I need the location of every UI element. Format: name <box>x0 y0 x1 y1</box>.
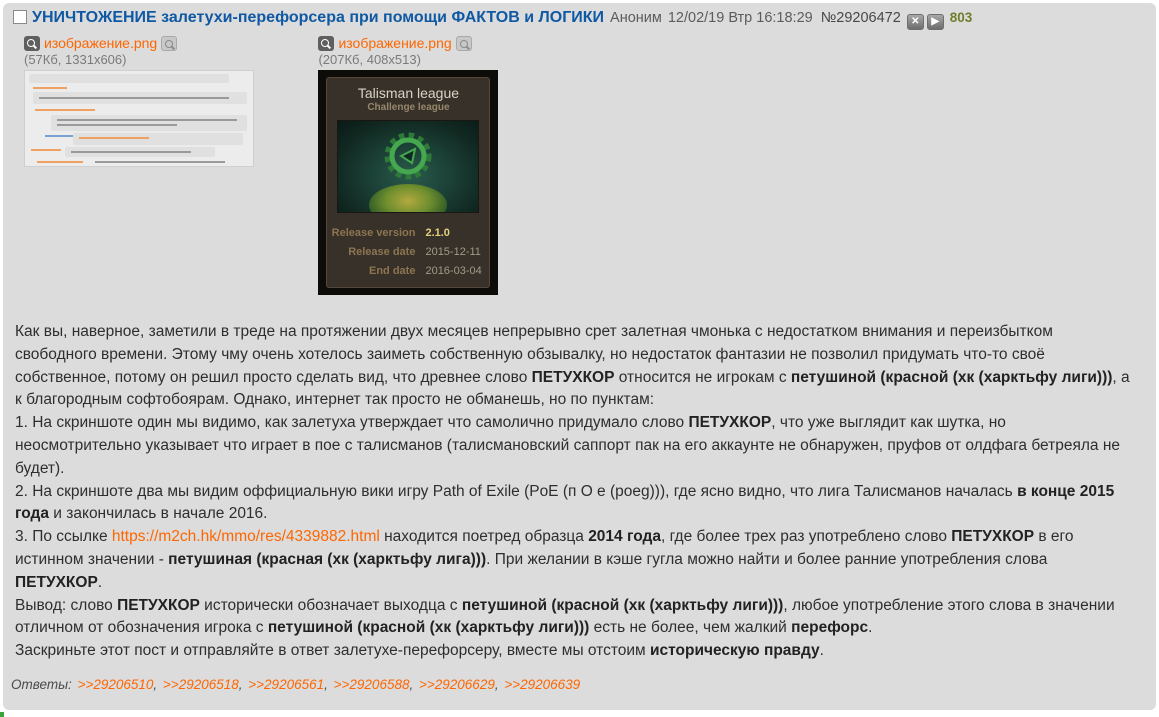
body-bold-text: ПЕТУХКОР <box>951 528 1035 546</box>
body-bold-text: ПЕТУХКОР <box>531 368 615 386</box>
reply-link[interactable]: >>29206629 <box>419 676 495 692</box>
attachment-filename[interactable]: изображение.png <box>44 35 158 51</box>
talisman-title: Talisman league <box>357 85 460 101</box>
post-number-link[interactable]: №29206472 <box>820 10 901 26</box>
body-text: исторически обозначает выходца с <box>199 596 462 614</box>
body-bold-text: петушиной (красной (хк (харктьфу лиги))) <box>267 619 590 637</box>
body-text: , где более трех раз употреблено слово <box>660 528 952 546</box>
reply-link[interactable]: >>29206518 <box>162 676 239 692</box>
body-text: , что уже выглядит как шутка, но неосмотрительно указывает что играет в пое с талисманов (талисмановский саппорт пак на его аккаунте не обнаружен, пруфов от олдфага бетреяла не будет). <box>15 414 1121 477</box>
post-title: УНИЧТОЖЕНИЕ залетухи-перефорсера при помощи ФАКТОВ и ЛОГИКИ <box>32 9 605 26</box>
post-select-checkbox[interactable] <box>13 10 27 24</box>
replies-row <box>11 677 1136 692</box>
body-bold-text: петушиной (красной (хк (харктьфу лиги))) <box>790 368 1113 386</box>
body-text: в его истинном значении - <box>15 528 1074 568</box>
body-text: Заскриньте этот пост и отправляйте в ответ залетухе-перефорсеру, вместе мы отстоим <box>15 642 651 660</box>
body-text: . <box>819 642 824 660</box>
body-bold-text: ПЕТУХКОР <box>688 414 772 432</box>
search-image-icon[interactable] <box>318 36 334 51</box>
reply-link[interactable]: >>29206639 <box>504 676 581 692</box>
body-text: 1. На скриншоте один мы видимо, как залетуха утверждает что самолично придумало слово <box>15 414 689 432</box>
talisman-row-value: 2.1.0 <box>425 227 450 239</box>
talisman-row-label: Release version <box>331 227 416 239</box>
body-bold-text: ПЕТУХКОР <box>15 573 98 591</box>
body-bold-text: ПЕТУХКОР <box>117 596 200 614</box>
body-text: есть не более, чем жалкий <box>589 619 792 637</box>
thumbnail-forum-screenshot[interactable] <box>24 70 254 167</box>
reply-link[interactable]: >>29206588 <box>333 676 410 692</box>
talisman-row-label: Release date <box>348 246 416 258</box>
talisman-info-rows <box>327 224 489 281</box>
search-image-alt-icon[interactable] <box>456 36 472 51</box>
talisman-row-label: End date <box>369 265 416 277</box>
body-bold-text: петушиной (красной (хк (харктьфу лиги))) <box>461 596 784 614</box>
reply-link[interactable]: >>29206510 <box>77 676 154 692</box>
replies-links: >>29206510, >>29206518, >>29206561, >>29206588, >>29206629, >>29206639 <box>77 676 581 692</box>
body-text: , любое употребление этого слова в значении отличном от обозначения игрока с <box>15 596 1115 637</box>
talisman-subtitle: Challenge league <box>367 102 450 113</box>
body-bold-text: в конце 2015 года <box>15 482 1115 523</box>
attachment-2 <box>318 35 498 295</box>
attachment-filename[interactable]: изображение.png <box>338 35 452 51</box>
thumbnail-talisman-league[interactable] <box>318 70 498 295</box>
body-bold-text: перефорс <box>791 619 869 637</box>
gear-emblem-icon <box>379 127 437 185</box>
talisman-artwork <box>337 120 479 213</box>
attachments-row <box>24 35 1136 295</box>
replies-label: Ответы: <box>11 676 72 692</box>
body-text: 2. На скриншоте два мы видим оффициальную вики игру Path of Exile (PoE (п О е (poeg))), где ясно видно, что лига Талисманов началась <box>15 482 1018 500</box>
attachment-filesize: (57Кб, 1331x606) <box>24 52 127 67</box>
body-bold-text: петушиная (красная (хк (харктьфу лига))) <box>168 550 487 568</box>
search-image-alt-icon[interactable] <box>161 36 177 51</box>
body-text: Вывод: слово <box>15 596 118 614</box>
talisman-row-value: 2016-03-04 <box>425 265 482 277</box>
body-bold-text: историческую правду <box>650 642 820 660</box>
body-text: , а к благородным софтобоярам. Однако, интернет так просто не обманешь, но по пунктам: <box>15 368 1130 409</box>
attachment-filesize: (207Кб, 408x513) <box>318 52 421 67</box>
post-author: Аноним <box>610 10 662 26</box>
body-text: относится не игрокам с <box>614 368 791 386</box>
next-element-edge <box>0 712 4 717</box>
expand-thread-button[interactable]: ▶ <box>927 14 944 30</box>
post-header <box>11 7 1136 30</box>
post-body <box>15 321 1130 663</box>
search-image-icon[interactable] <box>24 36 40 51</box>
body-text: . <box>97 573 103 591</box>
body-text: находится поетред образца <box>379 528 589 546</box>
body-text: и закончилась в начале 2016. <box>48 505 268 523</box>
thread-posts-count: 803 <box>949 10 973 25</box>
body-text: 3. По ссылке <box>15 528 112 546</box>
talisman-card <box>326 77 490 288</box>
body-text: Как вы, наверное, заметили в треде на протяжении двух месяцев непрерывно срет залетная чмонька с недостатком внимания и переизбытком свободного времени. Этому чму очень хотелось заиметь собственную обзывалку, но недостаток фантазии не позволил придумать что-то своё собственное, потому он решил просто сделать вид, что древнее слово <box>15 323 1053 386</box>
body-url-link[interactable]: https://m2ch.hk/mmo/res/4339882.html <box>111 528 380 546</box>
talisman-row-value: 2015-12-11 <box>425 246 481 258</box>
thread-op-post <box>3 3 1156 710</box>
reply-link[interactable]: >>29206561 <box>248 676 325 692</box>
body-bold-text: 2014 года <box>588 528 661 546</box>
body-text: . При желании в кэше гугла можно найти и более ранние употребления слова <box>486 550 1048 568</box>
hide-thread-button[interactable]: ✕ <box>907 14 924 30</box>
attachment-1 <box>24 35 254 167</box>
creature-artwork <box>369 184 447 213</box>
post-date: 12/02/19 Втр 16:18:29 <box>667 10 813 26</box>
body-text: . <box>868 619 873 637</box>
